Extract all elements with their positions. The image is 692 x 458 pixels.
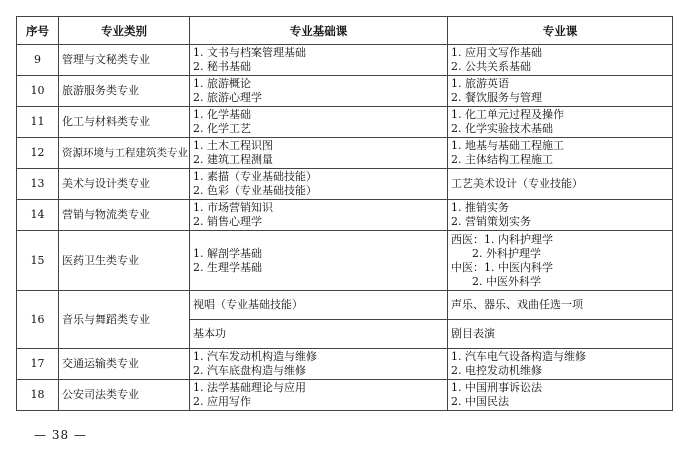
row-major: 1. 地基与基础工程施工 2. 主体结构工程施工 (448, 138, 673, 169)
row-category: 营销与物流类专业 (59, 200, 190, 231)
row-category: 音乐与舞蹈类专业 (59, 291, 190, 349)
row-no: 12 (17, 138, 59, 169)
row-category: 交通运输类专业 (59, 349, 190, 380)
row-basic: 1. 汽车发动机构造与维修 2. 汽车底盘构造与维修 (190, 349, 448, 380)
table-row (17, 107, 673, 138)
row-no: 17 (17, 349, 59, 380)
row-no: 16 (17, 291, 59, 349)
table-row (17, 231, 673, 291)
row-basic: 基本功 (190, 320, 448, 349)
row-major: 1. 推销实务 2. 营销策划实务 (448, 200, 673, 231)
row-category: 资源环境与工程建筑类专业 (59, 138, 190, 169)
header-basic: 专业基础课 (190, 17, 448, 45)
row-basic: 1. 旅游概论 2. 旅游心理学 (190, 76, 448, 107)
row-major: 1. 中国刑事诉讼法 2. 中国民法 (448, 380, 673, 411)
row-basic: 1. 土木工程识图 2. 建筑工程测量 (190, 138, 448, 169)
row-no: 18 (17, 380, 59, 411)
curriculum-table (16, 16, 673, 411)
row-category: 公安司法类专业 (59, 380, 190, 411)
table-row (17, 76, 673, 107)
row-category: 管理与文秘类专业 (59, 45, 190, 76)
row-category: 旅游服务类专业 (59, 76, 190, 107)
row-category: 美术与设计类专业 (59, 169, 190, 200)
table-row (17, 291, 673, 320)
row-major: 声乐、器乐、戏曲任选一项 (448, 291, 673, 320)
row-basic: 1. 素描（专业基础技能） 2. 色彩（专业基础技能） (190, 169, 448, 200)
row-basic: 1. 化学基础 2. 化学工艺 (190, 107, 448, 138)
table-row (17, 45, 673, 76)
row-basic: 1. 法学基础理论与应用 2. 应用写作 (190, 380, 448, 411)
row-basic: 1. 市场营销知识 2. 销售心理学 (190, 200, 448, 231)
row-no: 14 (17, 200, 59, 231)
header-category: 专业类别 (59, 17, 190, 45)
row-major: 剧目表演 (448, 320, 673, 349)
table-row (17, 200, 673, 231)
row-basic: 视唱（专业基础技能） (190, 291, 448, 320)
row-major: 1. 旅游英语 2. 餐饮服务与管理 (448, 76, 673, 107)
row-no: 9 (17, 45, 59, 76)
table-row (17, 380, 673, 411)
header-no: 序号 (17, 17, 59, 45)
row-no: 11 (17, 107, 59, 138)
row-major: 1. 应用文写作基础 2. 公共关系基础 (448, 45, 673, 76)
row-basic: 1. 文书与档案管理基础 2. 秘书基础 (190, 45, 448, 76)
table-row (17, 138, 673, 169)
table-row (17, 349, 673, 380)
row-no: 10 (17, 76, 59, 107)
row-basic: 1. 解剖学基础 2. 生理学基础 (190, 231, 448, 291)
row-major: 1. 化工单元过程及操作 2. 化学实验技术基础 (448, 107, 673, 138)
table-row (17, 169, 673, 200)
row-category: 医药卫生类专业 (59, 231, 190, 291)
header-row (17, 17, 673, 45)
row-major: 工艺美术设计（专业技能） (448, 169, 673, 200)
row-major: 1. 汽车电气设备构造与维修 2. 电控发动机维修 (448, 349, 673, 380)
row-no: 15 (17, 231, 59, 291)
header-major: 专业课 (448, 17, 673, 45)
page-number: — 38 — (34, 428, 87, 442)
row-no: 13 (17, 169, 59, 200)
row-category: 化工与材料类专业 (59, 107, 190, 138)
row-major: 西医：1. 内科护理学 2. 外科护理学 中医：1. 中医内科学 2. 中医外科学 (448, 231, 673, 291)
